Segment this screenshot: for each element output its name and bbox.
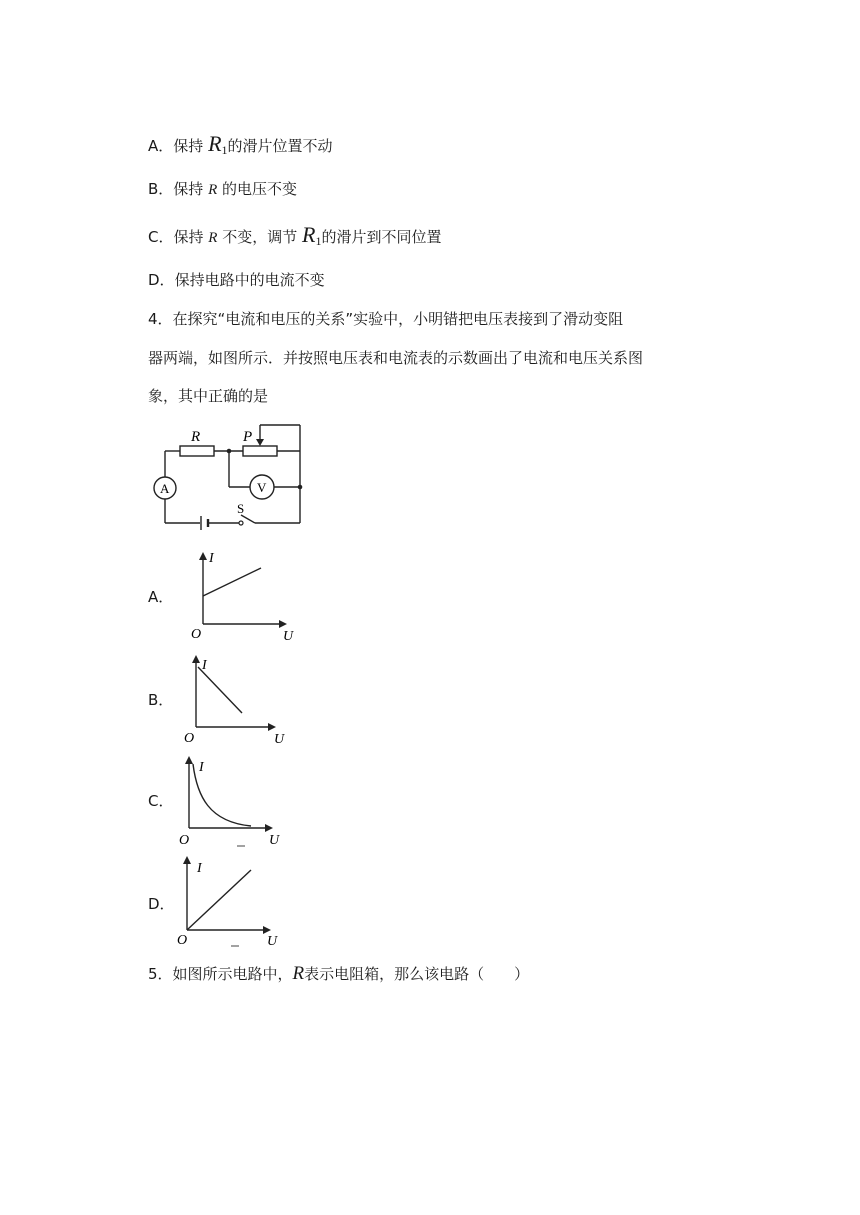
svg-text:U: U [274,732,285,745]
svg-text:U: U [267,934,278,948]
circuit-diagram [145,415,315,533]
option-label: D． [148,271,175,289]
svg-text:I: I [202,658,207,673]
variable-r: R [208,230,218,246]
ammeter-label: A [160,481,170,496]
svg-text:O: O [177,933,188,948]
voltmeter-label: V [257,480,267,495]
graph-option-c-label: C． [148,792,174,810]
svg-text:U: U [269,833,280,848]
q3-option-d: D．保持电路中的电流不变 [148,271,325,289]
option-label: C． [148,228,174,246]
resistor-label: R [191,429,201,445]
slider-label: P [243,429,253,445]
resistor-r [180,446,214,456]
option-label: B． [148,180,174,198]
switch-label: S [237,501,245,516]
graph-option-d [175,856,295,948]
q3-option-a: A．保持 $R_1$的滑片位置不动 [148,131,333,157]
rheostat [243,446,277,456]
variable-r: R [292,963,305,984]
svg-text:I: I [197,861,202,876]
q3-option-b: B．保持 R 的电压不变 [148,180,298,198]
q4-stem-line2: 器两端，如图所示．并按照电压表和电流表的示数画出了电流和电压关系图 [148,349,644,367]
q5-stem: 5．如图所示电路中，R表示电阻箱，那么该电路（ ） [148,963,530,984]
q4-stem-line3: 象，其中正确的是 [148,387,269,405]
svg-text:O: O [191,627,202,642]
svg-text:I: I [209,551,214,566]
svg-text:O: O [179,833,190,848]
graph-option-a [185,550,305,642]
graph-option-a-label: A． [148,588,174,606]
svg-text:U: U [283,629,294,642]
graph-option-b [178,653,298,745]
variable-r: R [208,182,218,198]
graph-option-d-label: D． [148,895,175,913]
variable-r1: $R_1$ [302,222,322,248]
graph-option-c [175,756,295,848]
svg-text:O: O [184,731,195,745]
variable-r1: $R_1$ [208,131,228,157]
q3-option-c: C．保持 R 不变，调节 $R_1$的滑片到不同位置 [148,222,442,248]
q4-stem-line1: 4．在探究“电流和电压的关系”实验中，小明错把电压表接到了滑动变阻 [148,310,624,328]
graph-option-b-label: B． [148,691,174,709]
svg-text:I: I [199,760,204,775]
option-label: A． [148,137,174,155]
